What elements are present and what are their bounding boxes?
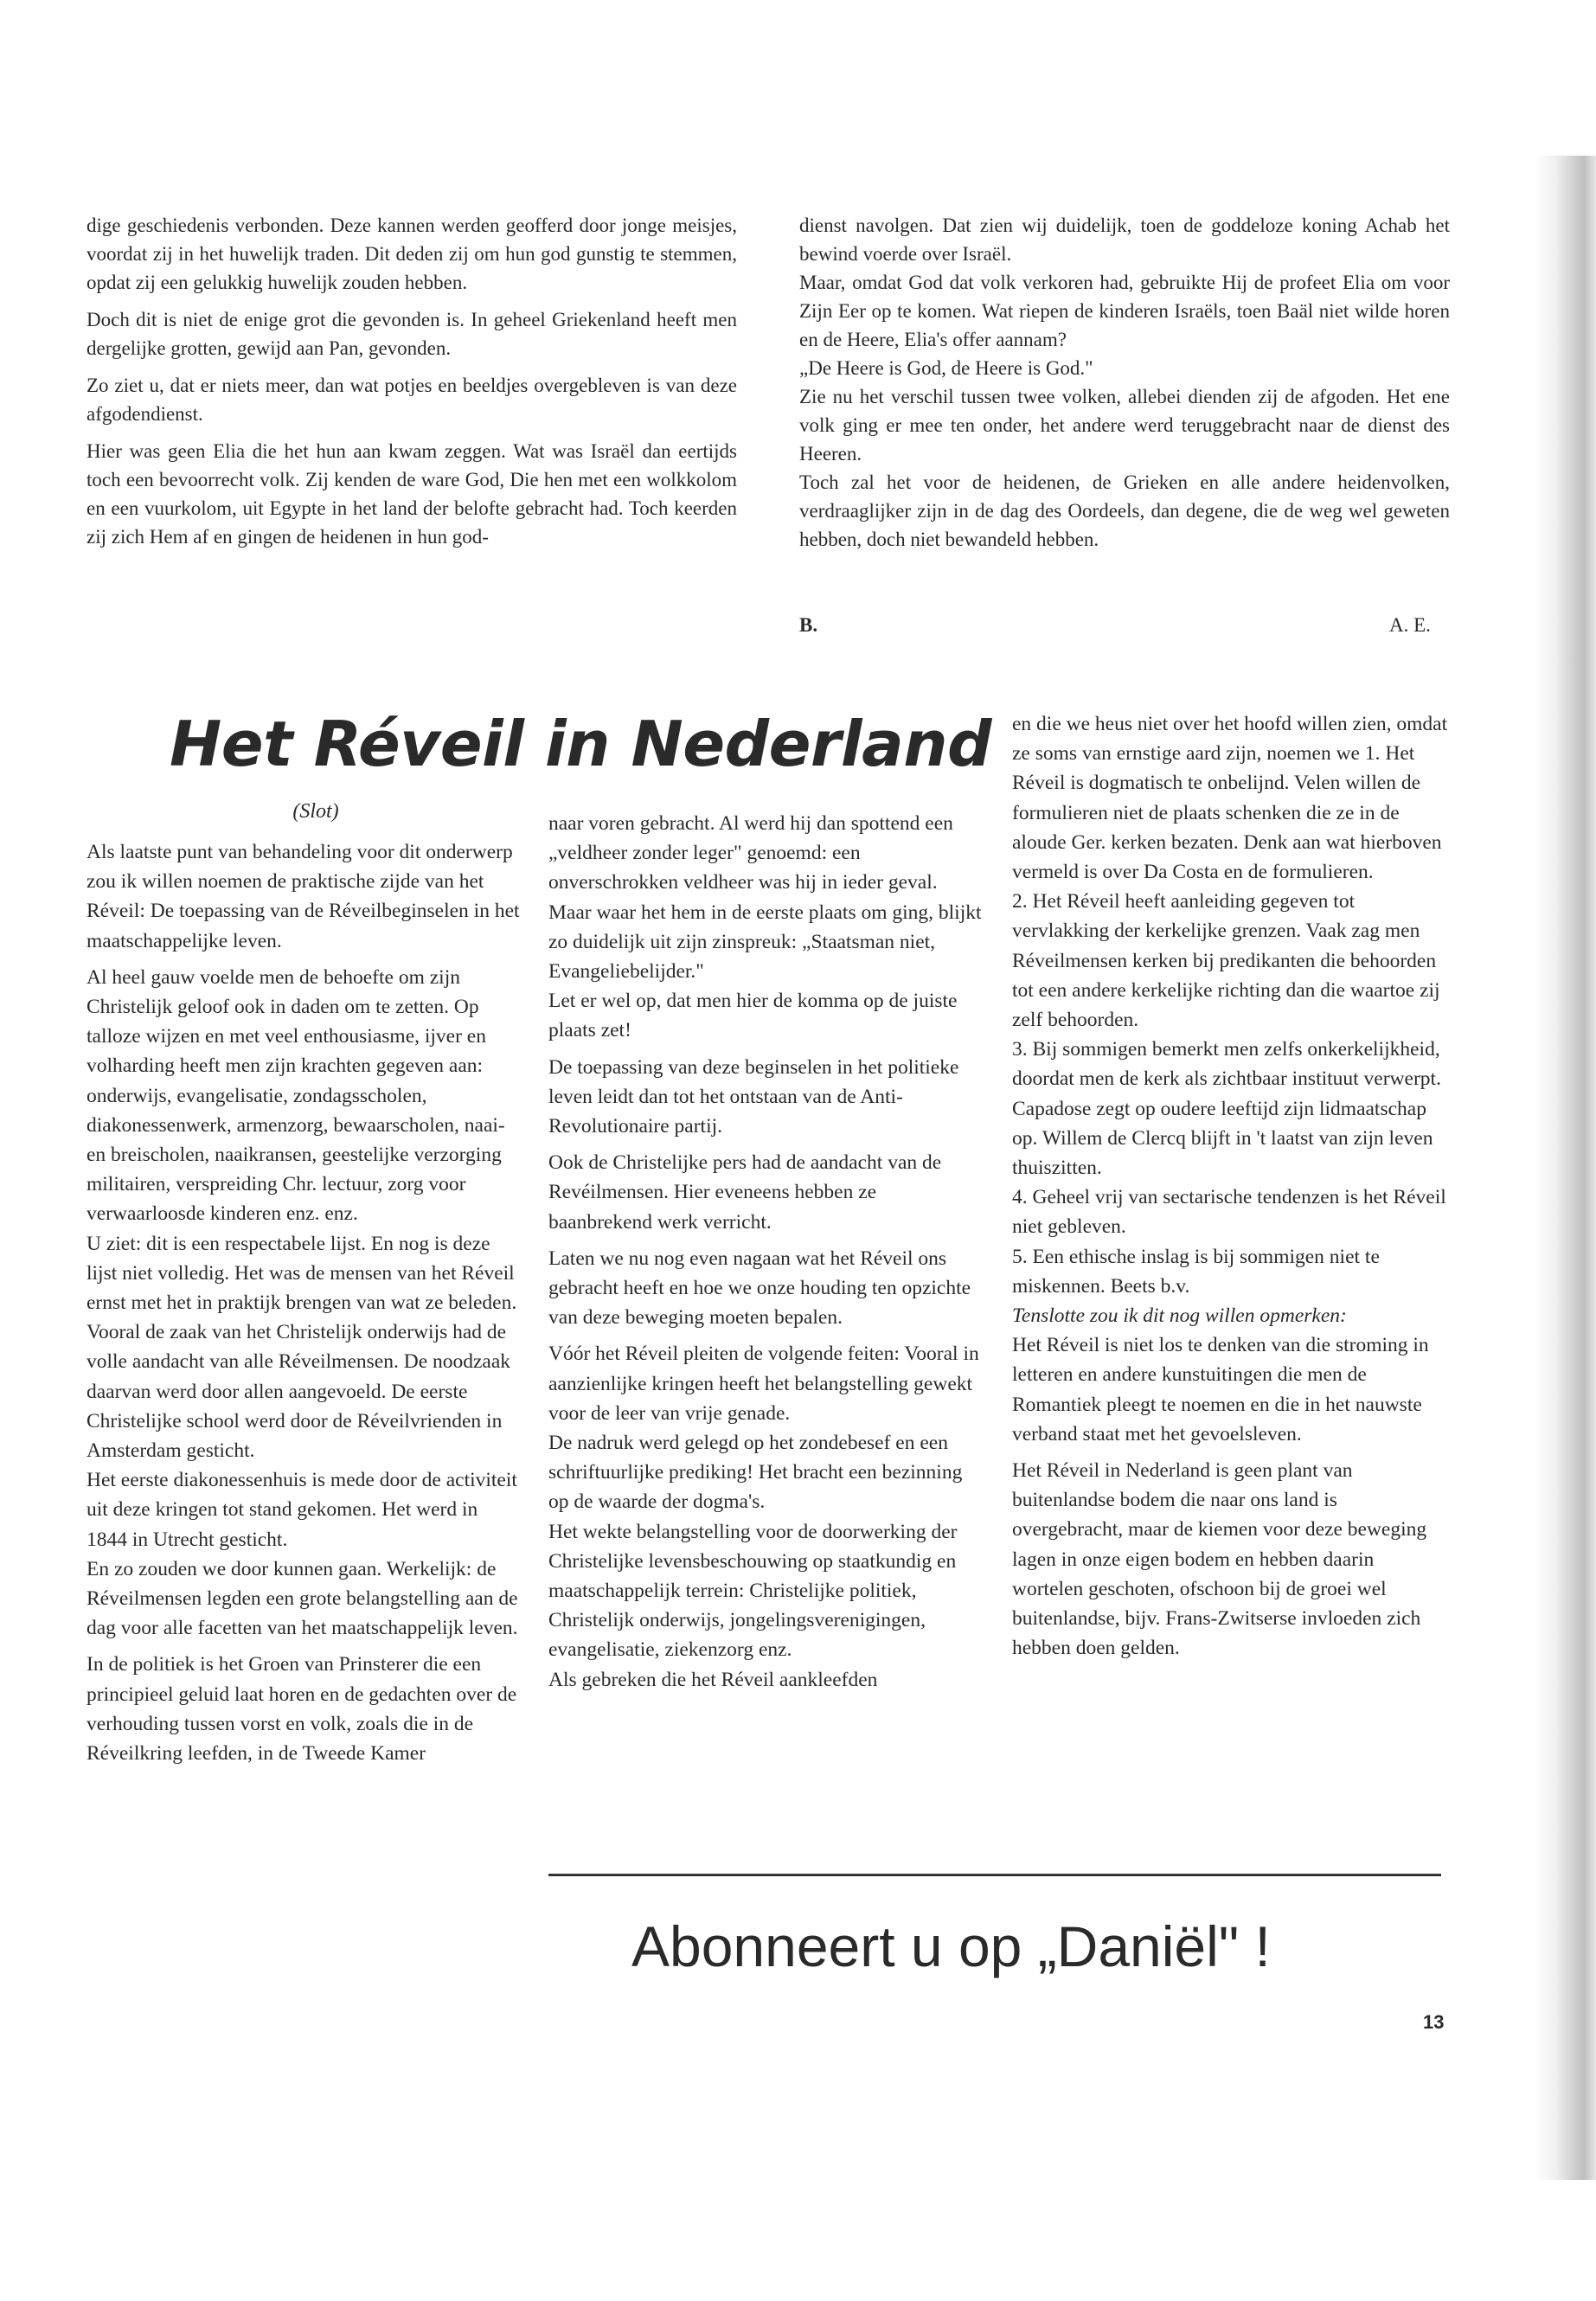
article-column-3 (1012, 709, 1449, 1663)
paragraph: Vóór het Réveil pleiten de volgende feiten: Vooral in aanzienlijke kringen heeft het belangstelling gewekt voor de leer van vrije genade. (548, 1343, 979, 1425)
paragraph: dienst navolgen. Dat zien wij duidelijk, toen de goddeloze koning Achab het bewind voerde over Israël. (799, 215, 1450, 265)
paragraph: 5. Een ethische inslag is bij sommigen niet te miskennen. Beets b.v. (1012, 1245, 1380, 1298)
paragraph: De toepassing van deze beginselen in het politieke leven leidt dan tot het ontstaan van de Anti-Revolutionaire partij. (548, 1055, 959, 1138)
paragraph: naar voren gebracht. Al werd hij dan spottend een „veldheer zonder leger" genoemd: een onverschrokken veldheer was hij in ieder geval. Maar waar het hem in de eerste plaats om ging, blijkt zo duidelijk uit zijn zinspreuk: „Staatsman niet, Evangeliebelijder." (548, 812, 982, 984)
article-column-1 (87, 837, 523, 1768)
paragraph: Het Réveil is niet los te denken van die stroming in letteren en andere kunstuitingen die men de Romantiek pleegt te noemen en die in het nauwste verband staat met het gevoelsleven. (1012, 1334, 1429, 1445)
paragraph: Hier was geen Elia die het hun aan kwam zeggen. Wat was Israël dan eertijds toch een bevoorrecht volk. Zij kenden de ware God, Die hen met een wolkkolom en een vuurkolom, uit Egypte in het land der belofte gebracht had. Toch keerden zij zich Hem af en gingen de heidenen in hun god- (87, 440, 737, 548)
paragraph: Het Réveil in Nederland is geen plant van buitenlandse bodem die naar ons land is overgebracht, maar de kiemen voor deze beweging lagen in onze eigen bodem en hebben daarin wortelen geschoten, ofschoon bij de groei wel buitenlandse, bijv. Frans-Zwitserse invloeden zich hebben doen gelden. (1012, 1459, 1427, 1660)
paragraph: En zo zouden we door kunnen gaan. Werkelijk: de Réveilmensen legden een grote belangstelling aan de dag voor alle facetten van het maatschappelijk leven. (87, 1557, 518, 1640)
paragraph: Het wekte belangstelling voor de doorwerking der Christelijke levensbeschouwing op staatkundig en maatschappelijk terrein: Christelijke politiek, Christelijk onderwijs, jongelingsverenigingen, evangelisatie, ziekenzorg enz. (548, 1520, 958, 1662)
paragraph: In de politiek is het Groen van Prinsterer die een principieel geluid laat horen en de gedachten over de verhouding tussen vorst en volk, zoals die in de Réveilkring leefden, in de Tweede Kamer (87, 1653, 517, 1766)
paragraph: „De Heere is God, de Heere is God." (799, 357, 1093, 379)
paragraph: De nadruk werd gelegd op het zondebesef en een schriftuurlijke prediking! Het bracht een bezinning op de waarde der dogma's. (548, 1432, 963, 1514)
subscribe-promo: Abonneert u op „Daniël" ! (631, 1914, 1271, 1978)
divider-rule (548, 1874, 1441, 1876)
paragraph: Doch dit is niet de enige grot die gevonden is. In geheel Griekenland heeft men dergelijke grotten, gewijd aan Pan, gevonden. (87, 309, 737, 359)
paragraph: Het eerste diakonessenhuis is mede door de activiteit uit deze kringen tot stand gekomen. Het werd in 1844 in Utrecht gesticht. (87, 1469, 517, 1551)
top-left-column (87, 211, 737, 560)
signature-right: A. E. (1389, 614, 1431, 636)
article-subtitle: (Slot) (292, 800, 339, 823)
paragraph: Zie nu het verschil tussen twee volken, allebei dienden zij de afgoden. Het ene volk ging er mee ten onder, het andere werd teruggebracht naar de dienst des Heeren. (799, 386, 1450, 465)
paragraph: Zo ziet u, dat er niets meer, dan wat potjes en beeldjes overgebleven is van deze afgodendienst. (87, 375, 737, 425)
signature-left: B. (799, 614, 818, 636)
paragraph: Maar, omdat God dat volk verkoren had, gebruikte Hij de profeet Elia om voor Zijn Eer op te komen. Wat riepen de kinderen Israëls, toen Baäl niet wilde horen en de Heere, Elia's offer aannam? (799, 272, 1450, 350)
paragraph: Toch zal het voor de heidenen, de Grieken en alle andere heidenvolken, verdraaglijker zijn in de dag des Oordeels, dan degene, die de weg wel geweten hebben, doch niet bewandeld hebben. (799, 471, 1450, 550)
paragraph: 2. Het Réveil heeft aanleiding gegeven tot vervlakking der kerkelijke grenzen. Vaak zag men Réveilmensen kerken bij predikanten die behoorden tot een andere kerkelijke richting dan die waartoe zij zelf behoorden. (1012, 890, 1440, 1032)
paragraph: Laten we nu nog even nagaan wat het Réveil ons gebracht heeft en hoe we onze houding ten opzichte van deze beweging moeten bepalen. (548, 1247, 971, 1330)
page-number: 13 (1423, 2011, 1445, 2033)
article-column-2 (548, 809, 985, 1695)
paragraph: Al heel gauw voelde men de behoefte om zijn Christelijk geloof ook in daden om te zetten. Op talloze wijzen en met veel enthousiasme, ijver en volharding heeft men zijn krachten gegeven aan: onderwijs, evangelisatie, zondagsscholen, diakonessenwerk, armenzorg, bewaarscholen, naai- en breischolen, naaikransen, geestelijke verzorging militairen, verspreiding Chr. lectuur, zorg voor verwaarloosde kinderen enz. enz. (87, 965, 505, 1226)
paragraph: Let er wel op, dat men hier de komma op de juiste plaats zet! (548, 990, 958, 1042)
paragraph: Tenslotte zou ik dit nog willen opmerken: (1012, 1304, 1347, 1328)
page-edge-shadow (1535, 156, 1596, 2180)
paragraph: U ziet: dit is een respectabele lijst. En nog is deze lijst niet volledig. Het was de mensen van het Réveil ernst met het in praktijk brengen van wat ze beleden. Vooral de zaak van het Christelijk onderwijs had de volle aandacht van alle Réveilmensen. De noodzaak daarvan werd door allen aangevoeld. De eerste Christelijke school werd door de Réveilvrienden in Amsterdam gesticht. (87, 1232, 517, 1463)
paragraph: Als gebreken die het Réveil aankleefden (548, 1668, 878, 1691)
paragraph: 3. Bij sommigen bemerkt men zelfs onkerkelijkheid, doordat men de kerk als zichtbaar instituut verwerpt. Capadose zegt op oudere leeftijd zijn lidmaatschap op. Willem de Clercq blijft in 't laatst van zijn leven thuiszitten. (1012, 1038, 1441, 1180)
paragraph: Als laatste punt van behandeling voor dit onderwerp zou ik willen noemen de praktische zijde van het Réveil: De toepassing van de Réveilbeginselen in het maatschappelijke leven. (87, 841, 520, 952)
article-title: Het Réveil in Nederland (170, 708, 991, 780)
paragraph: Ook de Christelijke pers had de aandacht van de Revéilmensen. Hier eveneens hebben ze baanbrekend werk verricht. (548, 1151, 942, 1234)
paragraph: 4. Geheel vrij van sectarische tendenzen is het Réveil niet gebleven. (1012, 1186, 1446, 1239)
top-right-column (799, 211, 1450, 554)
paragraph: dige geschiedenis verbonden. Deze kannen werden geofferd door jonge meisjes, voordat zij in het huwelijk traden. Dit deden zij om hun god gunstig te stemmen, opdat zij een gelukkig huwelijk zouden hebben. (87, 215, 737, 293)
paragraph: en die we heus niet over het hoofd willen zien, omdat ze soms van ernstige aard zijn, noemen we 1. Het Réveil is dogmatisch te onbelijnd. Velen willen de formulieren niet de plaats schenken die ze in de aloude Ger. kerken bezaten. Denk aan wat hierboven vermeld is over Da Costa en de formulieren. (1012, 713, 1448, 884)
